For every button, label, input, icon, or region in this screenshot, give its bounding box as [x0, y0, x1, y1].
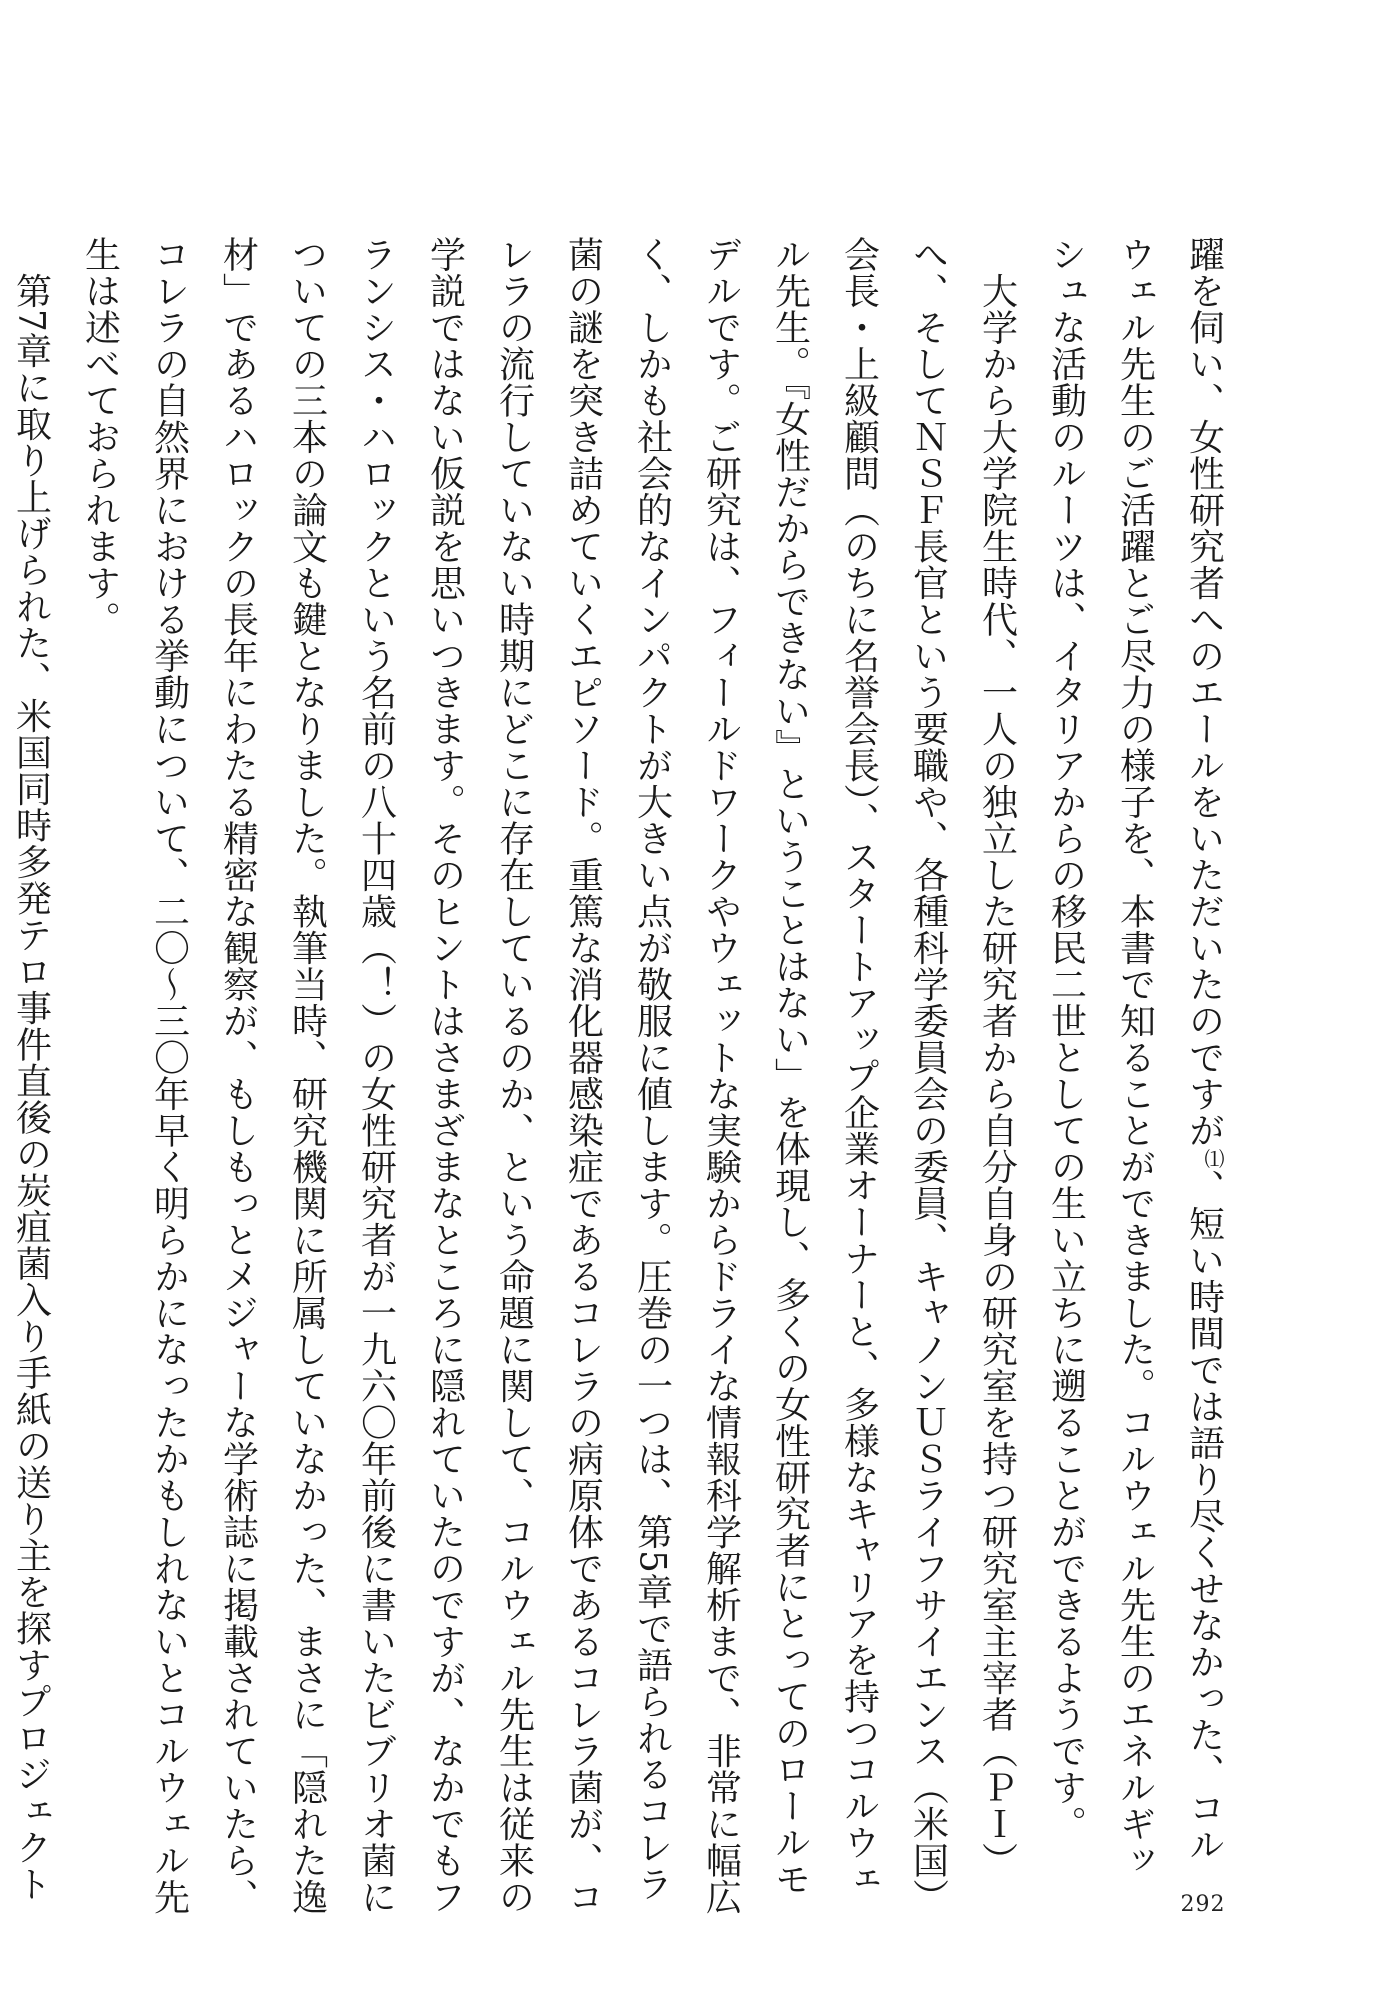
text-line-8: デルです。ご研究は、フィールドワークやウェットな実験からドライな情報科学解析まで、非常に幅広: [700, 236, 742, 1915]
text-line-12: 学説ではない仮説を思いつきます。そのヒントはさまざまなところに隠れていたのですが、なかでもフ: [424, 236, 466, 1915]
text-line-5: へ、そしてＮＳＦ長官という要職や、各種科学委員会の委員、キャノンＵＳライフサイエンス（米国）: [907, 236, 949, 1915]
text-line-18: 第7章に取り上げられた、米国同時多発テロ事件直後の炭疽菌入り手紙の送り主を探すプロジェクト: [10, 236, 52, 1902]
text-line-7: ル先生。『女性だからできない』ということはない」を体現し、多くの女性研究者にとってのロールモ: [769, 236, 811, 1897]
text-line-13: ランシス・ハロックという名前の八十四歳（！）の女性研究者が一九六〇年前後に書いたビブリオ菌に: [355, 236, 397, 1915]
footnote-marker: ⑴: [1201, 1148, 1225, 1169]
text-line-1-head: 躍を伺い、女性研究者へのエールをいただいたのですが: [1183, 236, 1225, 1149]
text-line-6: 会長・上級顧問（のちに名誉会長）、スタートアップ企業オーナーと、多様なキャリアを持つコルウェ: [838, 236, 880, 1897]
text-line-15: 材」であるハロックの長年にわたる精密な観察が、もしもっとメジャーな学術誌に掲載されていたら、: [217, 236, 259, 1915]
text-line-10: 菌の謎を突き詰めていくエピソード。重篤な消化器感染症であるコレラの病原体であるコレラ菌が、コ: [562, 236, 604, 1915]
text-line-1: [1170, 236, 1248, 1868]
text-line-14: ついての三本の論文も鍵となりました。執筆当時、研究機関に所属していなかった、まさに「隠れた逸: [286, 236, 328, 1915]
text-line-4: 大学から大学院生時代、一人の独立した研究者から自分自身の研究室を持つ研究室主宰者（ＰＩ）: [976, 236, 1018, 1879]
text-line-3: シュな活動のルーツは、イタリアからの移民二世としての生い立ちに遡ることができるようです。: [1045, 236, 1087, 1842]
text-line-11: レラの流行していない時期にどこに存在しているのか、という命題に関して、コルウェル先生は従来の: [493, 236, 535, 1915]
text-line-17: 生は述べておられます。: [79, 236, 121, 638]
text-line-2: ウェル先生のご活躍とご尽力の様子を、本書で知ることができました。コルウェル先生のエネルギッ: [1114, 236, 1156, 1879]
text-line-16: コレラの自然界における挙動について、二〇〜三〇年早く明らかになったかもしれないとコルウェル先: [148, 236, 190, 1915]
text-line-1-tail: 、短い時間では語り尽くせなかった、コル: [1183, 1169, 1225, 1863]
text-line-9: く、しかも社会的なインパクトが大きい点が敬服に値します。圧巻の一つは、第5章で語られるコレラ: [631, 236, 673, 1902]
page-number: 292: [1180, 1892, 1226, 1917]
